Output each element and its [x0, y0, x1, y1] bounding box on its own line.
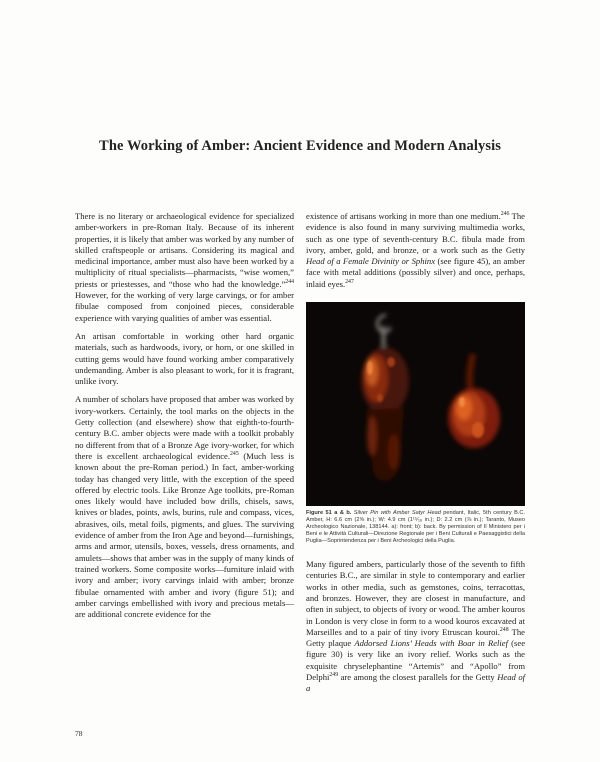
- paragraph: [75, 331, 294, 387]
- body-text: Many figured ambers, particularly those of the seventh to fifth centuries B.C., are similar in style to contemporary and earlier works in other media, such as gemstones, coins, terracottas, and bronzes. However, they are closest in manufacture, and often in subject, to objects of ivory or wood. The amber kouros in London is very close in form to a wood kouros excavated at Marseilles and to a pair of tiny ivory Etruscan kouroi.: [306, 559, 525, 637]
- body-text: The Getty plaque: [306, 626, 525, 649]
- footnote-ref-249: 249: [329, 672, 339, 679]
- figure-51-caption: [306, 510, 525, 545]
- body-text: are among the closest parallels for the Getty: [338, 672, 498, 683]
- footnote-ref-248: 248: [499, 627, 509, 633]
- figure-work-title: Silver Pin with Amber Satyr Head: [353, 510, 441, 517]
- footnote-ref-246: 246: [500, 211, 510, 218]
- body-text: existence of artisans working in more than one medium.: [306, 211, 501, 221]
- page-title: The Working of Amber: Ancient Evidence and Modern Analysis: [99, 138, 501, 154]
- footnote-ref-245: 245: [230, 451, 239, 458]
- body-text: There is no literary or archaeological evidence for specialized amber-workers in pre-Roman Italy. Because of its inherent properties, it is likely that amber was worked by any number of skilled craftspeople or artisans. Considering its magical and medicinal importance, amber must also have been worked by a multiplicity of ritual specialists—pharmacists, “wise women,” priests or priestesses, and “those who had the knowledge.”: [75, 211, 294, 289]
- body-text: However, for the working of very large carvings, or for amber fibulae composed from conjoined pieces, considerable experience with varying qualities of amber was essential.: [75, 290, 294, 323]
- figure-label: Figure 51 a & b.: [306, 510, 354, 517]
- paragraph: [75, 394, 294, 620]
- work-title: Head of a Female Divinity or Sphinx: [306, 256, 436, 267]
- footnote-ref-244: 244: [285, 278, 294, 285]
- figure-caption-text: pendant, Italic, 5th century B.C. Amber, H: 6.6 cm (2⅝ in.); W: 4.9 cm (1¹⁵⁄₁₆ in.); D: 2.2 cm (⅞ in.); Taranto, Museo Archeologico Nazionale, 138144. a): front; b): back. By permission of Il Ministero per i Beni e le Attività Culturali—Direzione Regionale per i Beni Culturali e Paesaggistici della Puglia—Soprintendenza per i Beni Archeologici della Puglia.: [306, 510, 525, 545]
- figure-51: [306, 302, 525, 545]
- body-text: (see figure 45), an amber face with metal additions (possibly silver) and once, perhaps, inlaid eyes.: [306, 256, 525, 289]
- paragraph: [306, 211, 525, 290]
- two-column-body: [75, 211, 525, 702]
- footnote-ref-247: 247: [345, 278, 354, 285]
- body-text: An artisan comfortable in working other hard organic materials, such as hardwoods, ivory, or horn, or one skilled in cutting gems would have found working amber comparatively undemanding. Amber is also pleasant to work, for it is fragrant, unlike ivory.: [75, 330, 294, 387]
- work-title: Head of a: [306, 672, 525, 694]
- left-column: [75, 211, 294, 702]
- figure-51-image: [306, 302, 525, 506]
- body-text: (see figure 30) is very like an ivory relief. Works such as the exquisite chryselephantine “Artemis” and “Apollo” from Delphi: [306, 638, 526, 683]
- body-text: A number of scholars have proposed that amber was worked by ivory-workers. Certainly, the tool marks on the objects in the Getty collection (and elsewhere) show that eighth-to-fourth-century B.C. amber objects were made with a toolkit probably no different from that of a Bronze Age ivory-worker, for which there is excellent archaeological evidence.: [75, 394, 294, 461]
- right-column: [306, 211, 525, 702]
- paragraph: [306, 559, 525, 695]
- work-title: Addorsed Lions’ Heads with Boar in Relief: [354, 638, 508, 649]
- body-text: The evidence is also found in many surviving multimedia works, such as one type of seventh-century B.C. fibula made from ivory, amber, gold, and bronze, or a work such as the Getty: [306, 211, 525, 255]
- page-number: 78: [75, 729, 83, 738]
- paragraph: [75, 211, 294, 324]
- body-text: (Much less is known about the pre-Roman period.) In fact, amber-working today has changed very little, with the exception of the speed offered by electric tools. Like Bronze Age toolkits, pre-Roman ones likely would have included bow drills, chisels, saws, knives or blades, points, awls, burins, rule and compass, vices, abrasives, oils, metal foils, pigments, and glues. The surviving evidence of amber from the Iron Age and beyond—furnishings, arms and armor, utensils, boxes, vessels, dress ornaments, and amulets—shows that amber was in the supply of many kinds of trained workers. Some composite works—furniture inlaid with ivory and amber; ivory carvings inlaid with amber; bronze fibulae ornamented with amber and ivory (figure 51); and amber carvings embellished with ivory and precious metals—are additional concrete evidence for the: [75, 450, 295, 620]
